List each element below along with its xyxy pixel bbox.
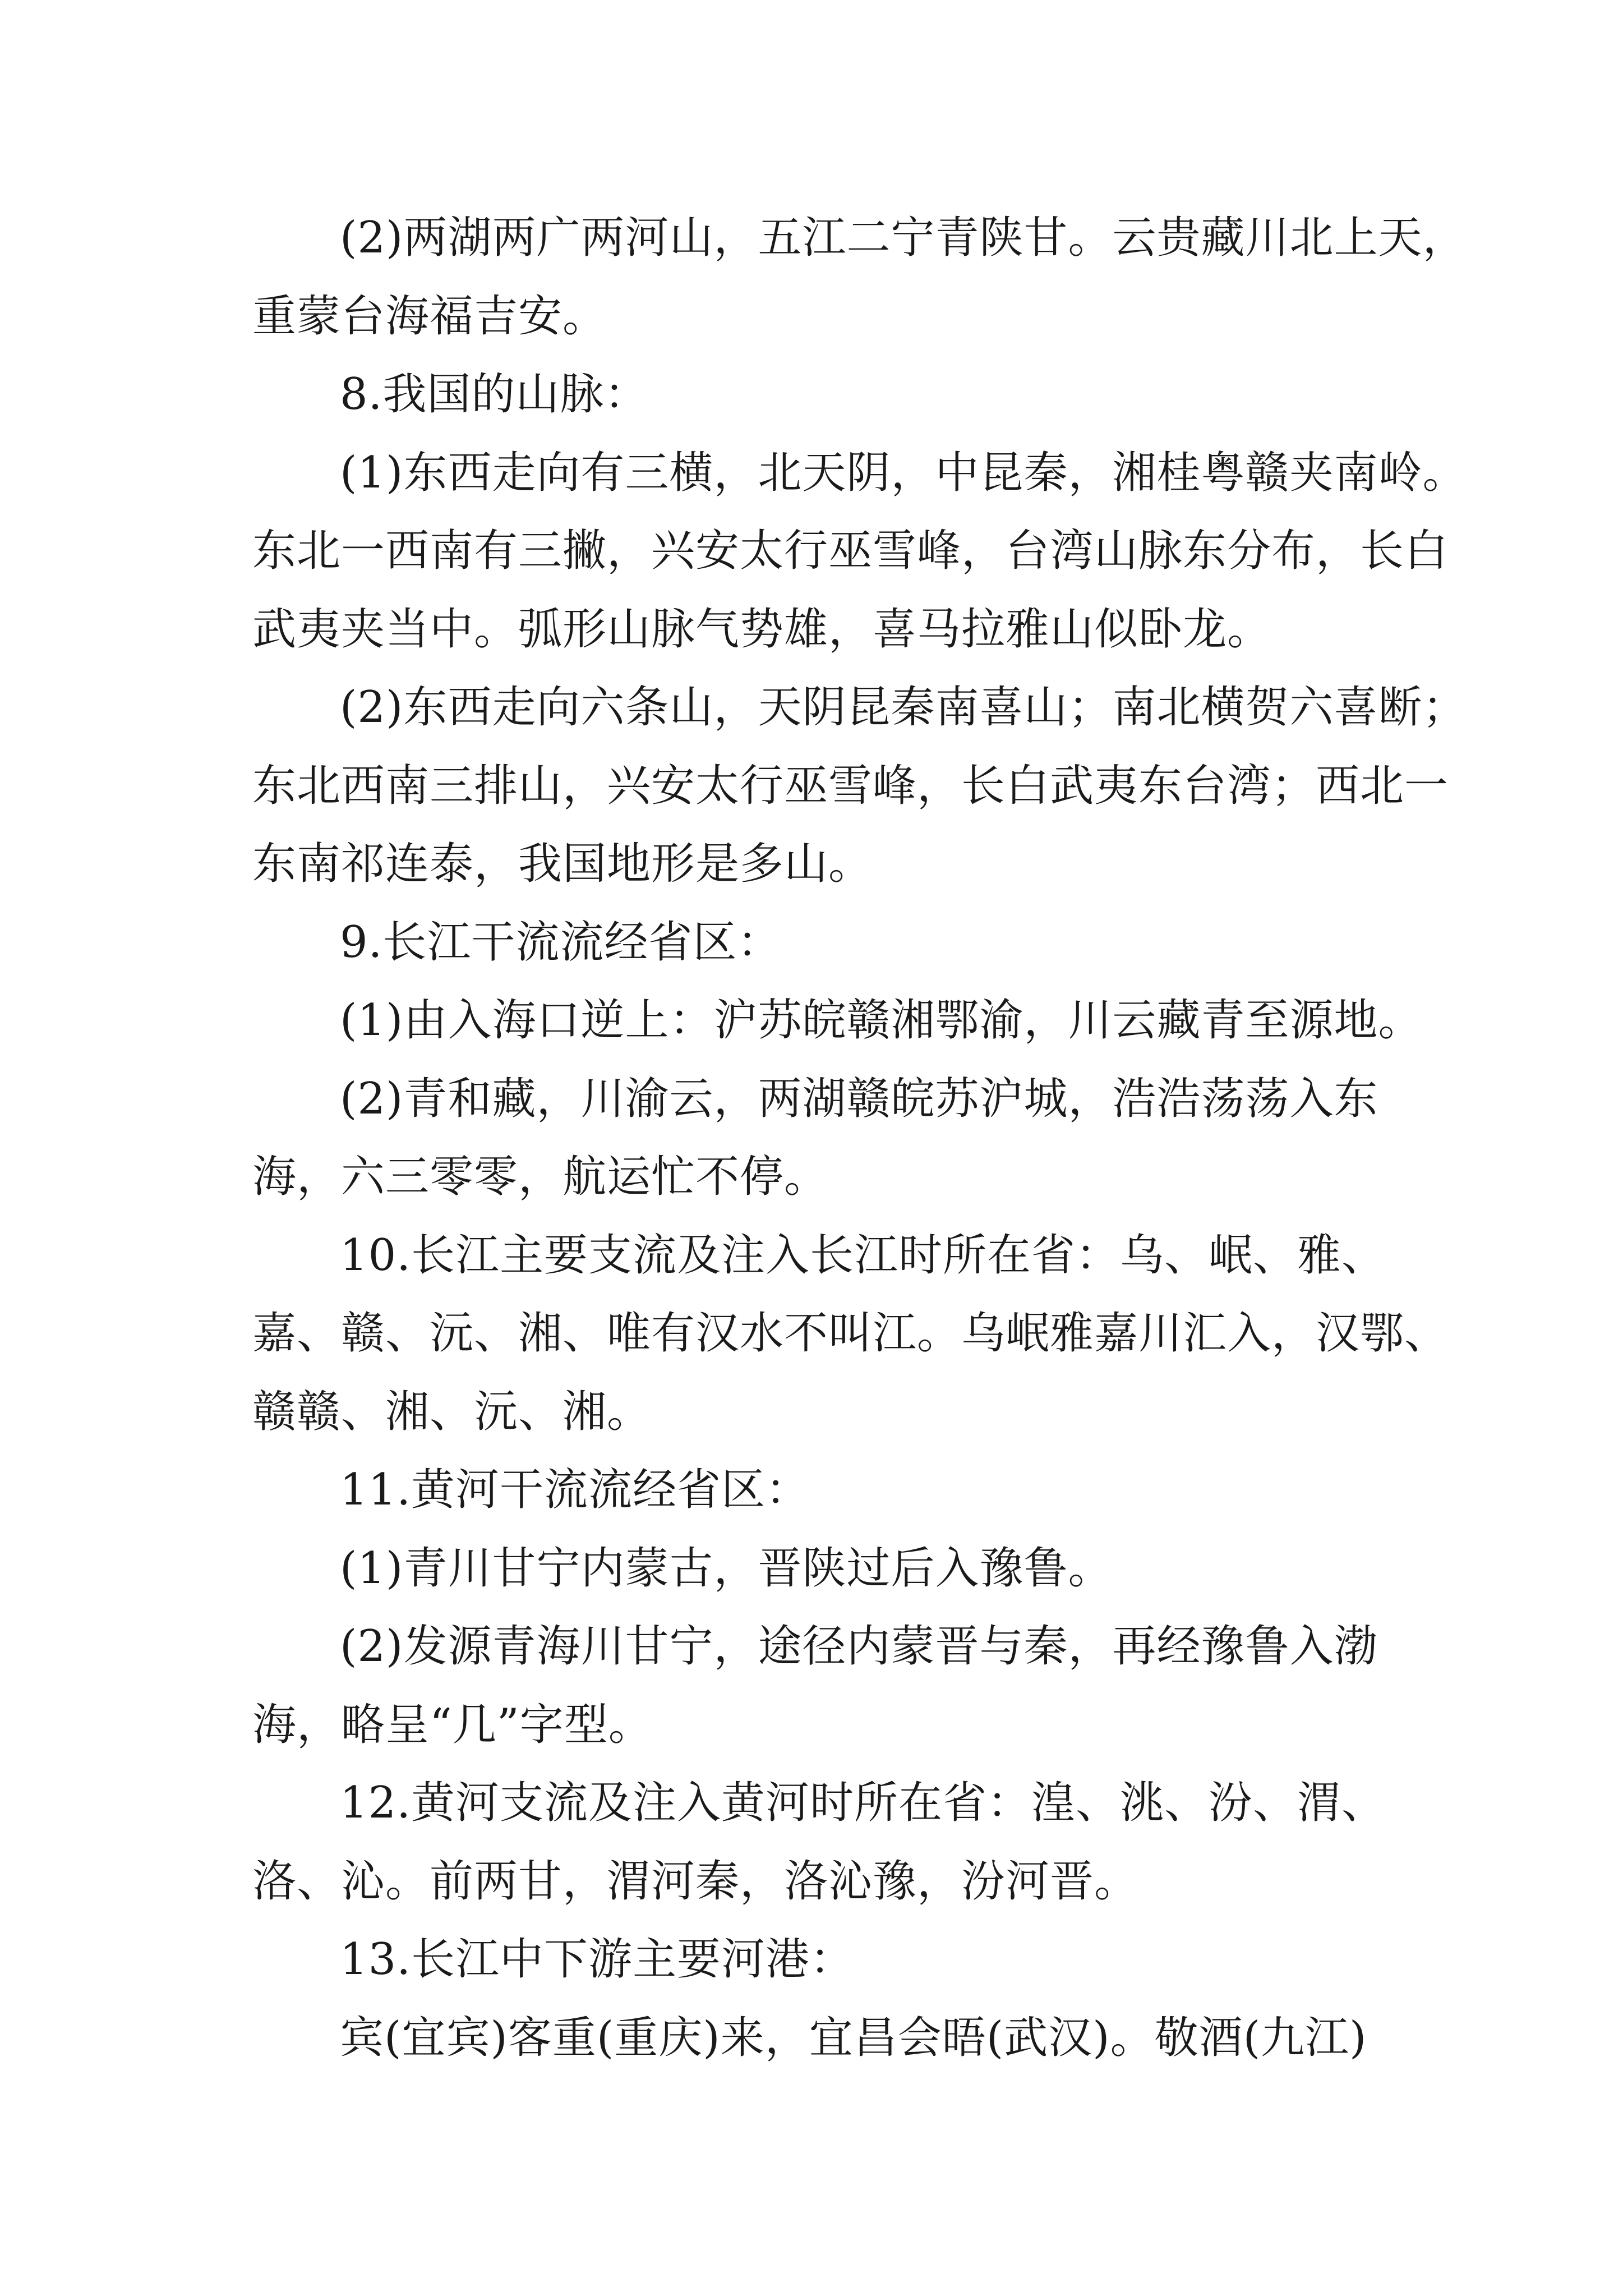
text-line: 洛、沁。前两甘，渭河秦，洛沁豫，汾河晋。 [252,1856,1139,1907]
text-line: (2)发源青海川甘宁，途径内蒙晋与秦，再经豫鲁入渤 [340,1621,1378,1672]
section-heading: 11.黄河干流流经省区： [340,1465,810,1515]
text-line: 重蒙台海福吉安。 [252,291,607,342]
text-line: (2)东西走向六条山，天阴昆秦南喜山；南北横贺六喜断； [340,682,1467,733]
section-heading: 10.长江主要支流及注入长江时所在省：乌、岷、雅、 [340,1230,1386,1281]
text-line: (1)东西走向有三横，北天阴，中昆秦，湘桂粤赣夹南岭。 [340,447,1467,498]
text-line: 东北一西南有三撇，兴安太行巫雪峰，台湾山脉东分布，长白 [252,526,1449,576]
document-body [252,199,1467,2077]
text-line: 嘉、赣、沅、湘、唯有汉水不叫江。乌岷雅嘉川汇入，汉鄂、 [252,1308,1449,1359]
text-line: 赣赣、湘、沅、湘。 [252,1386,652,1437]
text-line: (1)由入海口逆上：沪苏皖赣湘鄂渝，川云藏青至源地。 [340,995,1423,1046]
text-line: (2)两湖两广两河山，五江二宁青陕甘。云贵藏川北上天， [340,213,1467,263]
text-line: 宾(宜宾)客重(重庆)来，宜昌会晤(武汉)。敬酒(九江) [340,2012,1367,2063]
section-heading: 9.长江干流流经省区： [340,917,782,968]
text-line: 东北西南三排山，兴安太行巫雪峰，长白武夷东台湾；西北一 [252,760,1449,811]
text-line: 东南祁连泰，我国地形是多山。 [252,839,873,889]
text-line: (2)青和藏，川渝云，两湖赣皖苏沪城，浩浩荡荡入东 [340,1073,1378,1124]
text-line: 海，六三零零，航运忙不停。 [252,1152,829,1202]
section-heading: 8.我国的山脉： [340,369,649,420]
section-heading: 12.黄河支流及注入黄河时所在省：湟、洮、汾、渭、 [340,1778,1386,1828]
section-heading: 13.长江中下游主要河港： [340,1934,855,1985]
text-line: 海，略呈“几”字型。 [252,1699,653,1750]
text-line: (1)青川甘宁内蒙古，晋陕过后入豫鲁。 [340,1543,1113,1594]
text-line: 武夷夹当中。弧形山脉气势雄，喜马拉雅山似卧龙。 [252,604,1272,655]
